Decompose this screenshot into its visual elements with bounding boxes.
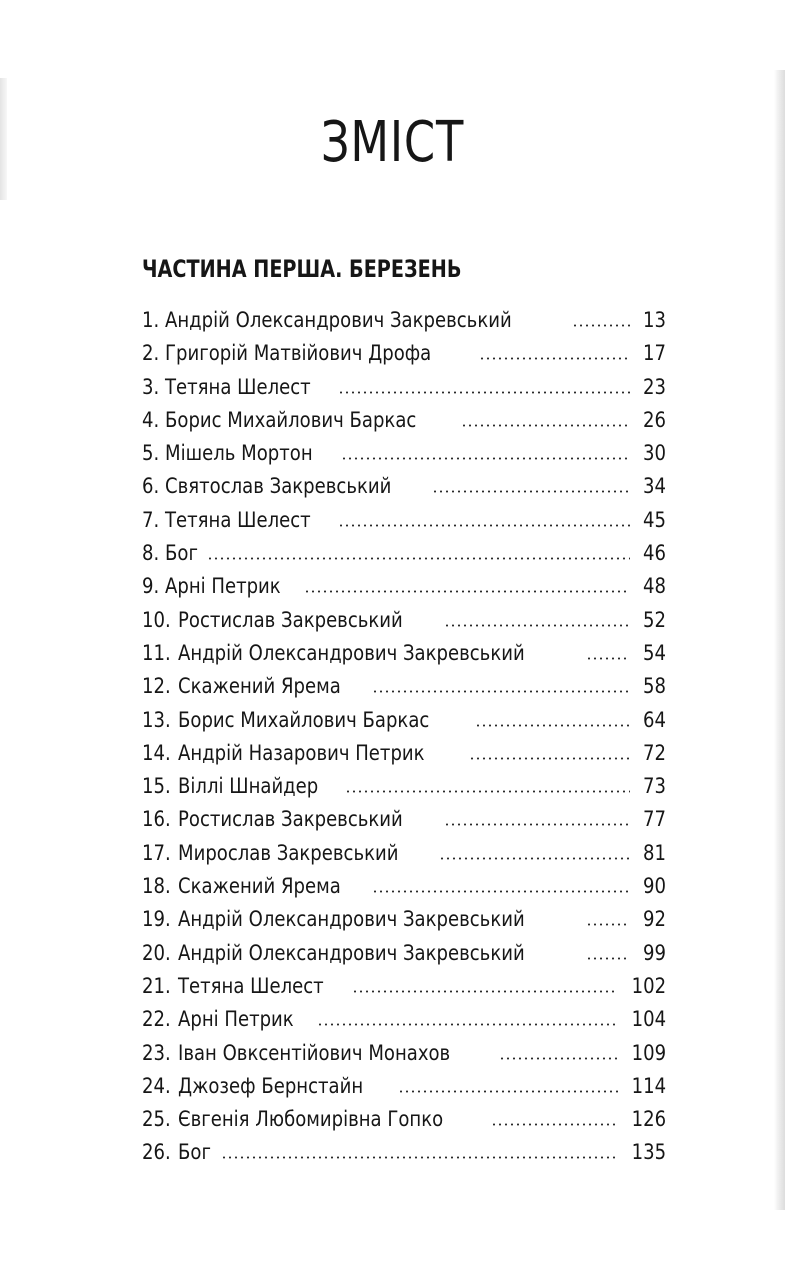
toc-entry xyxy=(142,704,666,737)
toc-entry xyxy=(142,570,666,603)
toc-entry-title: Скажений Ярема xyxy=(178,874,342,899)
toc-entry-title: Тетяна Шелест xyxy=(165,374,311,399)
toc-entry-page: 30 xyxy=(643,441,666,466)
toc-entry xyxy=(142,837,666,870)
toc-entry-title: Тетяна Шелест xyxy=(178,973,325,998)
toc-entry xyxy=(142,937,666,970)
toc-dot-leader xyxy=(444,624,630,627)
toc-entry-title: Тетяна Шелест xyxy=(165,507,311,532)
toc-entry xyxy=(142,537,666,570)
toc-entry-page: 26 xyxy=(643,407,666,432)
toc-entry-number: 1. xyxy=(142,308,160,332)
toc-entry-page: 34 xyxy=(643,474,666,499)
toc-entry xyxy=(142,737,666,770)
toc-entry-number: 3. xyxy=(142,374,160,399)
toc-entry-page: 99 xyxy=(643,940,666,965)
toc-entry-page: 77 xyxy=(643,807,666,832)
toc-dot-leader xyxy=(444,823,630,826)
toc-entry-number: 21. xyxy=(142,973,171,998)
toc-entry-title: Борис Михайлович Баркас xyxy=(178,707,430,732)
toc-entry-number: 7. xyxy=(142,507,160,532)
toc-dot-leader xyxy=(372,690,630,693)
toc-entry xyxy=(142,604,666,637)
toc-entry-title: Андрій Назарович Петрик xyxy=(178,740,425,765)
toc-entry-page: 23 xyxy=(643,374,666,399)
section-heading: ЧАСТИНА ПЕРША. БЕРЕЗЕНЬ xyxy=(142,255,462,283)
toc-entry-number: 8. xyxy=(142,541,160,566)
toc-dot-leader xyxy=(398,1090,618,1093)
toc-entry-number: 23. xyxy=(142,1040,171,1065)
page-title: ЗМІСТ xyxy=(320,110,465,175)
toc-entry-title: Мирослав Закревський xyxy=(178,840,399,865)
toc-entry-page: 102 xyxy=(631,973,666,998)
toc-entry-title: Андрій Олександрович Закревський xyxy=(165,308,512,332)
toc-entry-title: Андрій Олександрович Закревський xyxy=(178,907,526,932)
toc-dot-leader xyxy=(338,391,630,394)
toc-dot-leader xyxy=(345,790,630,793)
toc-entry-page: 104 xyxy=(631,1007,666,1032)
toc-entry xyxy=(142,970,666,1003)
toc-entry xyxy=(142,371,666,404)
toc-dot-leader xyxy=(572,324,630,327)
toc-entry-title: Григорій Матвійович Дрофа xyxy=(165,341,432,366)
toc-entry xyxy=(142,337,666,370)
toc-entry-page: 72 xyxy=(643,740,666,765)
toc-entry-number: 14. xyxy=(142,740,171,765)
toc-entry-page: 52 xyxy=(643,607,666,632)
toc-entry-number: 17. xyxy=(142,840,171,865)
toc-entry xyxy=(142,304,666,337)
toc-entry-title: Арні Петрик xyxy=(165,574,281,599)
toc-dot-leader xyxy=(221,1156,618,1159)
toc-dot-leader xyxy=(469,757,630,760)
toc-dot-leader xyxy=(372,890,630,893)
toc-entry-number: 26. xyxy=(142,1140,171,1165)
toc-entry-page: 73 xyxy=(643,774,666,799)
toc-entry-number: 15. xyxy=(142,774,171,799)
toc-entry-page: 17 xyxy=(643,341,666,366)
toc-entry xyxy=(142,870,666,903)
toc-dot-leader xyxy=(352,990,618,993)
toc-entry-number: 18. xyxy=(142,874,171,899)
page-edge-left xyxy=(0,78,7,200)
toc-entry-page: 13 xyxy=(643,308,666,332)
toc-entry-title: Бог xyxy=(165,541,198,566)
toc-entry-title: Іван Овксентійович Монахов xyxy=(178,1040,451,1065)
toc-dot-leader xyxy=(479,357,630,360)
toc-entry-page: 109 xyxy=(631,1040,666,1065)
toc-entry-page: 81 xyxy=(643,840,666,865)
toc-entry-page: 92 xyxy=(643,907,666,932)
toc-entry-title: Арні Петрик xyxy=(178,1007,295,1032)
toc-entry-number: 24. xyxy=(142,1073,171,1098)
toc-entry xyxy=(142,1103,666,1136)
toc-entry-title: Бог xyxy=(178,1140,212,1165)
toc-entry-page: 114 xyxy=(631,1073,666,1098)
toc-entry-title: Мішель Мортон xyxy=(165,441,313,466)
toc-entry-title: Борис Михайлович Баркас xyxy=(165,407,417,432)
toc-dot-leader xyxy=(499,1057,618,1060)
toc-entry-number: 10. xyxy=(142,607,171,632)
toc-entry-title: Джозеф Бернстайн xyxy=(178,1073,364,1098)
toc-entry-number: 2. xyxy=(142,341,160,366)
toc-entry-title: Євгенія Любомирівна Гопко xyxy=(178,1107,444,1132)
toc-dot-leader xyxy=(304,590,630,593)
toc-entry xyxy=(142,404,666,437)
toc-entry-page: 135 xyxy=(631,1140,666,1165)
toc-entry-number: 19. xyxy=(142,907,171,932)
toc-entry xyxy=(142,670,666,703)
toc-entry xyxy=(142,437,666,470)
toc-entry-page: 48 xyxy=(643,574,666,599)
toc-dot-leader xyxy=(475,724,630,727)
toc-entry-page: 90 xyxy=(643,874,666,899)
toc-entry-title: Святослав Закревський xyxy=(165,474,392,499)
toc-entry-title: Скажений Ярема xyxy=(178,674,342,699)
toc-entry-number: 9. xyxy=(142,574,160,599)
toc-entry-number: 6. xyxy=(142,474,160,499)
toc-entry xyxy=(142,770,666,803)
toc-entry-page: 45 xyxy=(643,507,666,532)
toc-dot-leader xyxy=(338,524,630,527)
toc-entry xyxy=(142,1037,666,1070)
toc-entry-title: Ростислав Закревський xyxy=(178,607,404,632)
toc-dot-leader xyxy=(491,1123,618,1126)
toc-entry-page: 64 xyxy=(643,707,666,732)
toc-entry-number: 13. xyxy=(142,707,171,732)
toc-dot-leader xyxy=(586,923,630,926)
toc-entry xyxy=(142,1136,666,1169)
toc-entry xyxy=(142,1070,666,1103)
toc-entry-page: 54 xyxy=(643,640,666,665)
toc-entry-number: 25. xyxy=(142,1107,171,1132)
toc-entry xyxy=(142,504,666,537)
toc-dot-leader xyxy=(207,557,630,560)
toc-entry-page: 126 xyxy=(631,1107,666,1132)
toc-entry-number: 4. xyxy=(142,407,160,432)
toc-dot-leader xyxy=(586,957,630,960)
toc-entry-number: 12. xyxy=(142,674,171,699)
toc-entry-title: Андрій Олександрович Закревський xyxy=(178,640,526,665)
toc-entry xyxy=(142,803,666,836)
toc-entry-number: 20. xyxy=(142,940,171,965)
toc-entry-title: Ростислав Закревський xyxy=(178,807,404,832)
toc-dot-leader xyxy=(439,857,630,860)
page-edge-right xyxy=(774,70,785,1210)
toc-dot-leader xyxy=(461,424,630,427)
toc-entry-title: Андрій Олександрович Закревський xyxy=(178,940,526,965)
toc-entry-page: 46 xyxy=(643,541,666,566)
toc-entry-title: Віллі Шнайдер xyxy=(178,774,319,799)
toc-dot-leader xyxy=(341,457,630,460)
toc-entry-number: 22. xyxy=(142,1007,171,1032)
toc-dot-leader xyxy=(586,657,630,660)
toc-entry-number: 16. xyxy=(142,807,171,832)
toc-entry xyxy=(142,1003,666,1036)
toc-dot-leader xyxy=(317,1023,618,1026)
toc-entry xyxy=(142,903,666,936)
toc-entry-page: 58 xyxy=(643,674,666,699)
toc-entry xyxy=(142,637,666,670)
toc-entry xyxy=(142,470,666,503)
toc-entry-number: 11. xyxy=(142,640,171,665)
table-of-contents xyxy=(142,304,666,1170)
toc-entry-number: 5. xyxy=(142,441,160,466)
toc-dot-leader xyxy=(432,490,630,493)
